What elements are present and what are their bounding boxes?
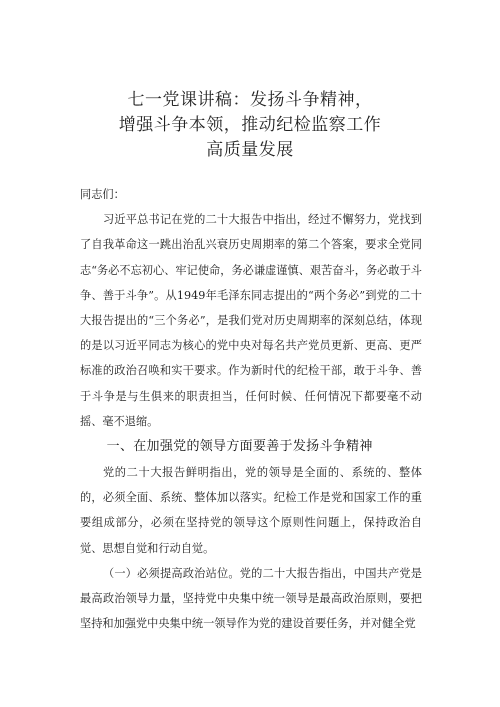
greeting: 同志们： — [80, 188, 125, 201]
title-line-2: 增强斗争本领，推动纪检监察工作 — [118, 115, 382, 135]
intro-paragraph: 习近平总书记在党的二十大报告中指出，经过不懈努力，党找到了自我革命这一跳出治乱兴衰历史周期率的第二个答案，要求全党同志“务必不忘初心、牢记使命，务必谦虚谨慎、艰苦奋斗，务必敢于斗争、善于斗争”。从1949年毛泽东同志提出的“两个务必”到党的二十大报告提出的“三个务必”，是我们党对历史周期率的深刻总结，体现的是以习近平同志为核心的党中央对每名共产党员更新、更高、更严标准的政治召唤和实干要求。作为新时代的纪检干部，敢于斗争、善于斗争是与生俱来的职责担当，任何时候、任何情况下都要毫不动摇、毫不退缩。 — [80, 213, 422, 428]
section-heading-1: 一、在加强党的领导方面要善于发扬斗争精神 — [106, 439, 373, 455]
title-line-3: 高质量发展 — [206, 140, 294, 160]
document-title — [0, 88, 500, 163]
document-body — [80, 182, 422, 636]
section1-paragraph-1: 党的二十大报告鲜明指出，党的领导是全面的、系统的、整体的，必须全面、系统、整体加以落实。纪检工作是党和国家工作的重要组成部分，必须在坚持党的领导这个原则性问题上，保持政治自觉、思想自觉和行动自觉。 — [80, 466, 422, 555]
title-line-1: 七一党课讲稿：发扬斗争精神， — [127, 90, 373, 110]
section1-paragraph-2: （一）必须提高政治站位。党的二十大报告指出，中国共产党是最高政治领导力量，坚持党中央集中统一领导是最高政治原则，要把坚持和加强党中央集中统一领导作为党的建设首要任务，并对健全党 — [80, 566, 422, 631]
